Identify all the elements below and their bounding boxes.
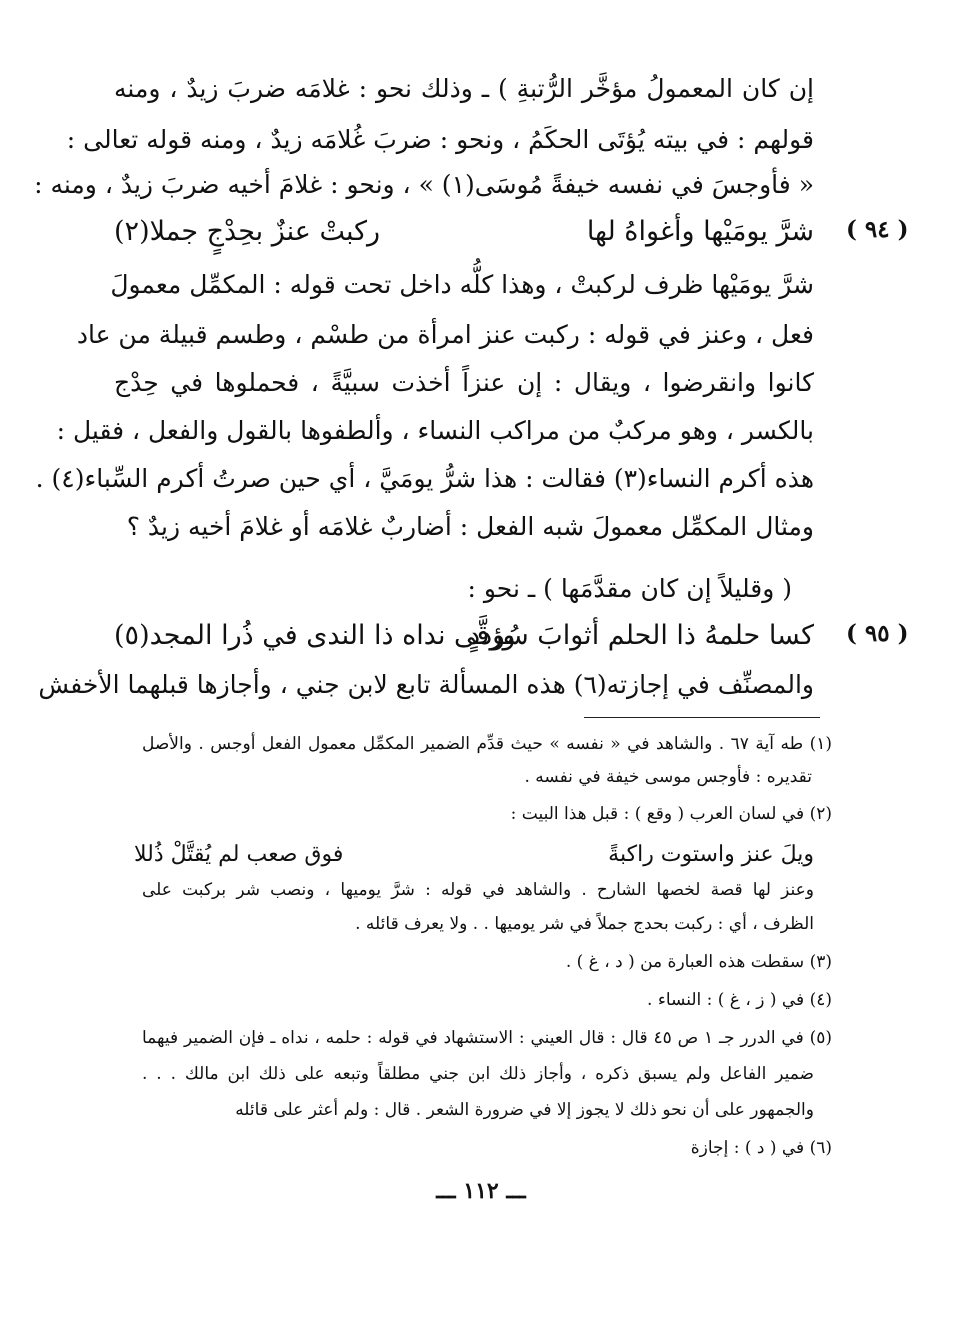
footnote-2-verse (134, 842, 814, 878)
footnote-1-line-1: (١) طه آية ٦٧ . والشاهد في « نفسه » حيث قدِّم الضمير المكمِّل معمول الفعل أوجس . والأصل (142, 734, 833, 754)
text-line-3: « فأوجسَ في نفسه خيفةً مُوسَى(١) » ، ونحو : غلامَ أخيه ضربَ زيدٌ ، ومنه : (34, 170, 814, 199)
footnote-4: (٤) في ( ز ، غ ) : النساء . (647, 990, 832, 1010)
footnote-5-line-3: والجمهور على أن نحو ذلك لا يجوز إلا في ضرورة الشعر . قال : ولم أعثر على قائله (235, 1100, 814, 1120)
text-line-1: إن كان المعمولُ مؤخَّر الرُّتبةِ ) ـ وذلك نحو : غلامَه ضربَ زيدٌ ، ومنه (114, 74, 814, 103)
verse-number-94: ( ٩٤ ) (846, 216, 909, 243)
text-line-8: هذه أكرم النساء(٣) فقالت : هذا شرُّ يومَيَّ ، أي حين صرتُ أكرم السِّباء(٤) . (35, 464, 814, 493)
text-line-2: قولهم : في بيته يُؤتَى الحكَمُ ، ونحو : ضربَ غُلامَه زيدٌ ، ومنه قوله تعالى : (66, 125, 814, 154)
text-line-4: شرَّ يومَيْها ظرف لركبتْ ، وهذا كلُّه داخل تحت قوله : المكمِّل معمولَ (110, 270, 814, 299)
footnote-2-verse-first: ويلَ عنز واستوت راكبةً (608, 842, 814, 867)
verse-94-second-hemistich: ركبتْ عنزٌ بحِدْجٍ جملا(٢) (114, 216, 381, 247)
text-line-5: فعل ، وعنز في قوله : ركبت عنز امرأة من طسْم ، وطسم قبيلة من عاد (76, 320, 814, 349)
text-line-7: بالكسر ، وهو مركبٌ من مراكب النساء ، وألطفوها بالقول والفعل ، فقيل : (56, 416, 814, 445)
footnote-2-line-1: (٢) في لسان العرب ( وقع ) : قبل هذا البيت : (510, 804, 832, 824)
footnote-1-line-2: تقديره : فأوجس موسى خيفة في نفسه . (524, 767, 812, 787)
text-line-11: والمصنِّف في إجازته(٦) هذه المسألة تابع لابن جني ، وأجازها قبلهما الأخفش (38, 670, 814, 699)
footnote-2-line-2: وعنز لها قصة لخصها الشارح . والشاهد في قوله : شرَّ يوميها ، ونصب شر بركبت على (142, 880, 814, 900)
footnote-3: (٣) سقطت هذه العبارة من ( د ، غ ) . (565, 952, 832, 972)
verse-95-first-hemistich: كسا حلمهُ ذا الحلم أثوابَ سُؤددٍ (468, 620, 814, 651)
verse-number-95: ( ٩٥ ) (846, 620, 909, 647)
verse-95-second-hemistich: ورقَّى نداه ذا الندى في ذُرا المجد(٥) (114, 620, 516, 651)
verse-94 (114, 212, 814, 256)
text-line-10: ( وقليلاً إن كان مقدَّمَها ) ـ نحو : (467, 574, 792, 603)
text-line-6: كانوا وانقرضوا ، ويقال : إن عنزاً أخذت سبيَّةً ، فحملوها في حِدْج (114, 368, 814, 397)
text-line-9: ومثال المكمِّل معمولَ شبه الفعل : أضاربٌ غلامَه أو غلامَ أخيه زيدٌ ؟ (126, 512, 814, 541)
footnote-6: (٦) في ( د ) : إجازة (690, 1138, 832, 1158)
footnote-2-verse-second: فوق صعب لم يُقتَّلْ ذُللا (134, 842, 344, 867)
footnote-2-line-3: الظرف ، أي : ركبت بحدج جملاً في شر يوميها . . ولا يعرف قائله . (355, 914, 814, 934)
footnote-5-line-1: (٥) في الدرر جـ ١ ص ٤٥ قال : قال العيني : الاستشهاد في قوله : حلمه ، نداه ـ فإن الضمير فيهما (142, 1028, 832, 1048)
footnote-5-line-2: ضمير الفاعل ولم يسبق ذكره ، وأجاز ذلك ابن جني مطلقاً وتبعه على ذلك ابن مالك . . . (142, 1064, 814, 1084)
verse-94-first-hemistich: شرَّ يومَيْها وأغواهُ لها (586, 216, 814, 247)
footnote-separator (584, 717, 820, 718)
verse-95 (114, 616, 814, 660)
page-number (0, 1178, 962, 1204)
page-number-text: ـــ ١١٢ ـــ (436, 1178, 526, 1204)
